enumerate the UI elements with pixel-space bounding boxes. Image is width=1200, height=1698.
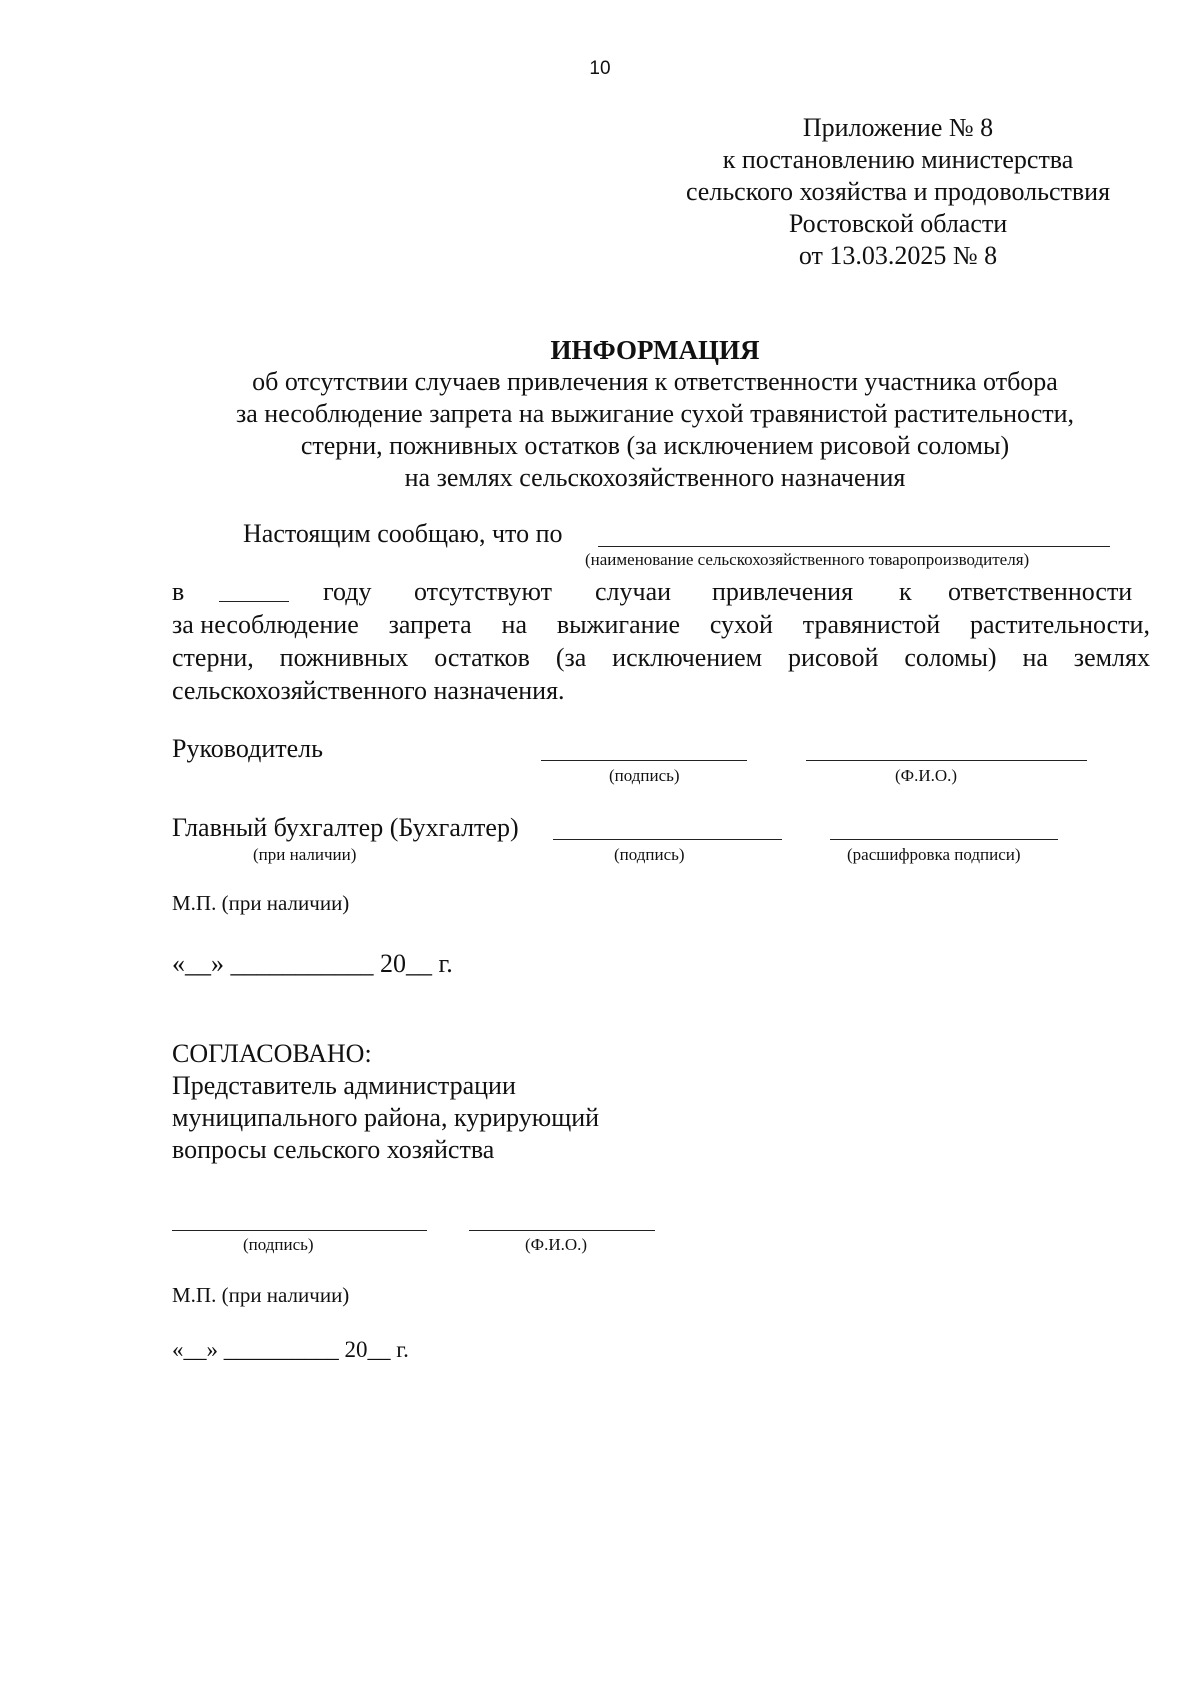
date-month[interactable]: ___________ <box>230 949 374 978</box>
body-line-2-word-0: в <box>172 577 185 606</box>
agreed-signature-line[interactable] <box>172 1230 427 1231</box>
body-line-3-word: за несоблюдение <box>172 610 359 639</box>
body-line-4-word: на <box>1022 643 1048 672</box>
head-fio-line[interactable] <box>806 760 1087 761</box>
body-line-4-word: исключением <box>612 643 763 672</box>
body-line-3-word: растительности, <box>970 610 1150 639</box>
date-year[interactable]: 20__ г. <box>380 949 453 978</box>
body-line-3-word: сухой <box>709 610 773 639</box>
head-signature-line[interactable] <box>541 760 747 761</box>
body-line-4 <box>172 642 1150 674</box>
year-blank-line[interactable] <box>219 601 289 602</box>
title-block <box>155 334 1155 494</box>
accountant-decoding-line[interactable] <box>830 839 1058 840</box>
body-line-2-word-1: году <box>323 577 372 606</box>
title-line-2: за несоблюдение запрета на выжигание сухой травянистой растительности, <box>235 399 1075 428</box>
body-line-2-word-6: ответственности <box>948 577 1133 606</box>
agreed-date-day[interactable]: «__» <box>172 1337 218 1362</box>
title-line-3: стерни, пожнивных остатков (за исключением рисовой соломы) <box>300 431 1010 460</box>
agreed-date-line <box>172 1336 409 1364</box>
agreed-date-month[interactable]: __________ <box>223 1337 339 1362</box>
body-line-3-word: запрета <box>388 610 472 639</box>
body-line-3-word: травянистой <box>802 610 941 639</box>
agreed-date-year[interactable]: 20__ г. <box>344 1337 409 1362</box>
body-line-2-word-4: привлечения <box>712 577 854 606</box>
head-signature-caption: (подпись) <box>609 766 680 785</box>
stamp-note: М.П. (при наличии) <box>172 891 350 915</box>
body-line-4-word: рисовой <box>787 643 879 672</box>
body-line-3-word: выжигание <box>556 610 681 639</box>
appendix-block <box>620 112 1176 272</box>
body-line-3 <box>172 609 1150 641</box>
document-title: ИНФОРМАЦИЯ <box>550 335 760 365</box>
producer-name-line[interactable] <box>598 546 1110 547</box>
agreed-fio-caption: (Ф.И.О.) <box>525 1235 588 1254</box>
agreed-heading: СОГЛАСОВАНО: <box>172 1039 372 1068</box>
agreed-signature-caption: (подпись) <box>243 1235 314 1254</box>
producer-caption: (наименование сельскохозяйственного товаропроизводителя) <box>585 550 1030 569</box>
body-line-4-word: пожнивных <box>279 643 409 672</box>
body-line-2-word-5: к <box>899 577 912 606</box>
body-line-3-word: на <box>501 610 527 639</box>
body-line-4-word: стерни, <box>172 643 254 672</box>
body-line-4-word: соломы) <box>904 643 997 672</box>
agreed-line-2: муниципального района, курирующий <box>172 1103 600 1132</box>
body-line-4-word: землях <box>1073 643 1150 672</box>
head-fio-caption: (Ф.И.О.) <box>895 766 958 785</box>
body-line-4-word: (за <box>555 643 587 672</box>
body-line-2-word-3: случаи <box>595 577 672 606</box>
appendix-line-5: от 13.03.2025 № 8 <box>798 241 998 270</box>
appendix-line-1: Приложение № 8 <box>802 113 994 142</box>
agreed-block <box>172 1038 599 1166</box>
page-number: 10 <box>589 58 611 79</box>
intro-text: Настоящим сообщаю, что по <box>243 519 563 548</box>
agreed-line-3: вопросы сельского хозяйства <box>172 1135 495 1164</box>
appendix-line-2: к постановлению министерства <box>722 145 1074 174</box>
appendix-line-4: Ростовской области <box>788 209 1008 238</box>
accountant-signature-caption: (подпись) <box>614 845 685 864</box>
date-day[interactable]: «__» <box>172 949 224 978</box>
accountant-label: Главный бухгалтер (Бухгалтер) <box>172 813 519 842</box>
body-line-5: сельскохозяйственного назначения. <box>172 676 565 705</box>
agreed-line-1: Представитель администрации <box>172 1071 516 1100</box>
body-line-4-word: остатков <box>434 643 530 672</box>
title-line-4: на землях сельскохозяйственного назначения <box>404 463 906 492</box>
agreed-fio-line[interactable] <box>469 1230 655 1231</box>
title-line-1: об отсутствии случаев привлечения к ответственности участника отбора <box>252 367 1058 396</box>
agreed-stamp-note: М.П. (при наличии) <box>172 1283 350 1307</box>
accountant-decoding-caption: (расшифровка подписи) <box>847 845 1021 864</box>
head-label: Руководитель <box>172 734 323 763</box>
accountant-if-any-caption: (при наличии) <box>253 845 357 864</box>
body-line-2-word-2: отсутствуют <box>414 577 552 606</box>
date-line <box>172 948 453 980</box>
accountant-signature-line[interactable] <box>553 839 782 840</box>
appendix-line-3: сельского хозяйства и продовольствия <box>685 177 1111 206</box>
